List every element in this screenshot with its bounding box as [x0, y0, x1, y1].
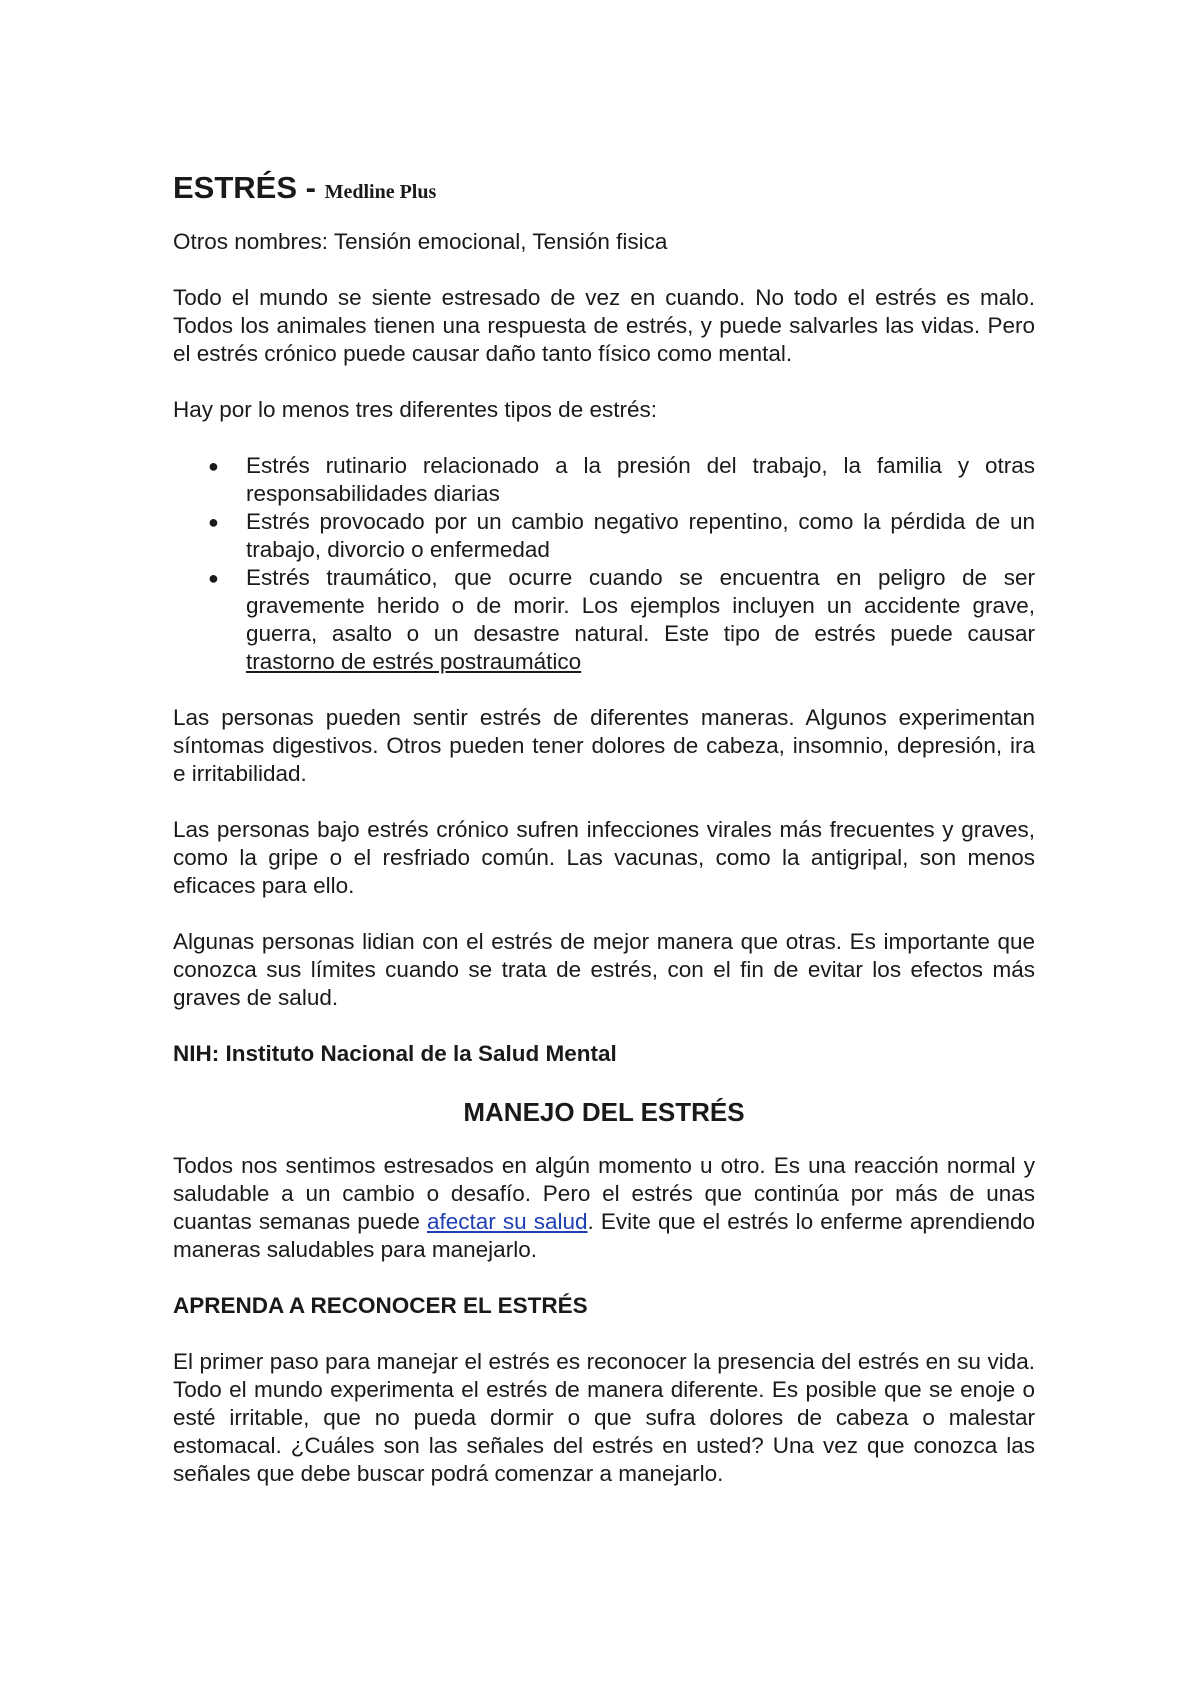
ptsd-link[interactable]: trastorno de estrés postraumático [246, 649, 582, 674]
intro-paragraph: Todo el mundo se siente estresado de vez en cuando. No todo el estrés es malo. Todos los animales tienen una respuesta de estrés, y puede salvarles las vidas. Pero el estrés crónico puede causar daño tanto físico como mental. [173, 285, 1035, 366]
subheading: APRENDA A RECONOCER EL ESTRÉS [173, 1293, 588, 1318]
bullet-icon: ● [208, 512, 219, 532]
limits-paragraph: Algunas personas lidian con el estrés de mejor manera que otras. Es importante que conozca sus límites cuando se trata de estrés, con el fin de evitar los efectos más graves de salud. [173, 929, 1035, 1010]
stress-types-list [173, 452, 1035, 676]
other-names: Otros nombres: Tensión emocional, Tensión fisica [173, 229, 668, 254]
title-separator: - [297, 170, 325, 205]
list-item [208, 564, 1035, 676]
section-heading: MANEJO DEL ESTRÉS [463, 1097, 745, 1127]
list-item [208, 508, 1035, 564]
chronic-paragraph: Las personas bajo estrés crónico sufren infecciones virales más frecuentes y graves, como la gripe o el resfriado común. Las vacunas, como la antigripal, son menos eficaces para ello. [173, 817, 1035, 898]
types-intro: Hay por lo menos tres diferentes tipos de estrés: [173, 397, 657, 422]
document-title [173, 168, 1035, 212]
bullet-icon: ● [208, 456, 219, 476]
title-source: Medline Plus [324, 181, 437, 203]
list-item-text: Estrés traumático, que ocurre cuando se encuentra en peligro de ser gravemente herido o de morir. Los ejemplos incluyen un accidente grave, guerra, asalto o un desastre natural. Este tipo de estrés puede causar [246, 565, 1035, 646]
document-page [173, 168, 1035, 1516]
symptoms-paragraph: Las personas pueden sentir estrés de diferentes maneras. Algunos experimentan síntomas digestivos. Otros pueden tener dolores de cabeza, insomnio, depresión, ira e irritabilidad. [173, 705, 1035, 786]
recognize-paragraph: El primer paso para manejar el estrés es reconocer la presencia del estrés en su vida. Todo el mundo experimenta el estrés de manera diferente. Es posible que se enoje o esté irritable, que no pueda dormir o que sufra dolores de cabeza o malestar estomacal. ¿Cuáles son las señales del estrés en usted? Una vez que conozca las señales que debe buscar podrá comenzar a manejarlo. [173, 1349, 1035, 1486]
bullet-icon: ● [208, 568, 219, 588]
manage-paragraph [173, 1152, 1035, 1264]
list-item [208, 452, 1035, 508]
list-item-text: Estrés provocado por un cambio negativo repentino, como la pérdida de un trabajo, divorcio o enfermedad [246, 509, 1035, 562]
manage-text-after: . Evite que el estrés lo enferme aprendiendo maneras saludables para manejarlo. [173, 1209, 1035, 1262]
nih-source-label: NIH: Instituto Nacional de la Salud Mental [173, 1041, 617, 1066]
health-link[interactable]: afectar su salud [426, 1209, 588, 1234]
title-main: ESTRÉS [173, 170, 298, 205]
list-item-text: Estrés rutinario relacionado a la presión del trabajo, la familia y otras responsabilidades diarias [246, 453, 1035, 506]
manage-text-before: Todos nos sentimos estresados en algún momento u otro. Es una reacción normal y saludable a un cambio o desafío. Pero el estrés que continúa por más de unas cuantas semanas puede [173, 1153, 1035, 1234]
